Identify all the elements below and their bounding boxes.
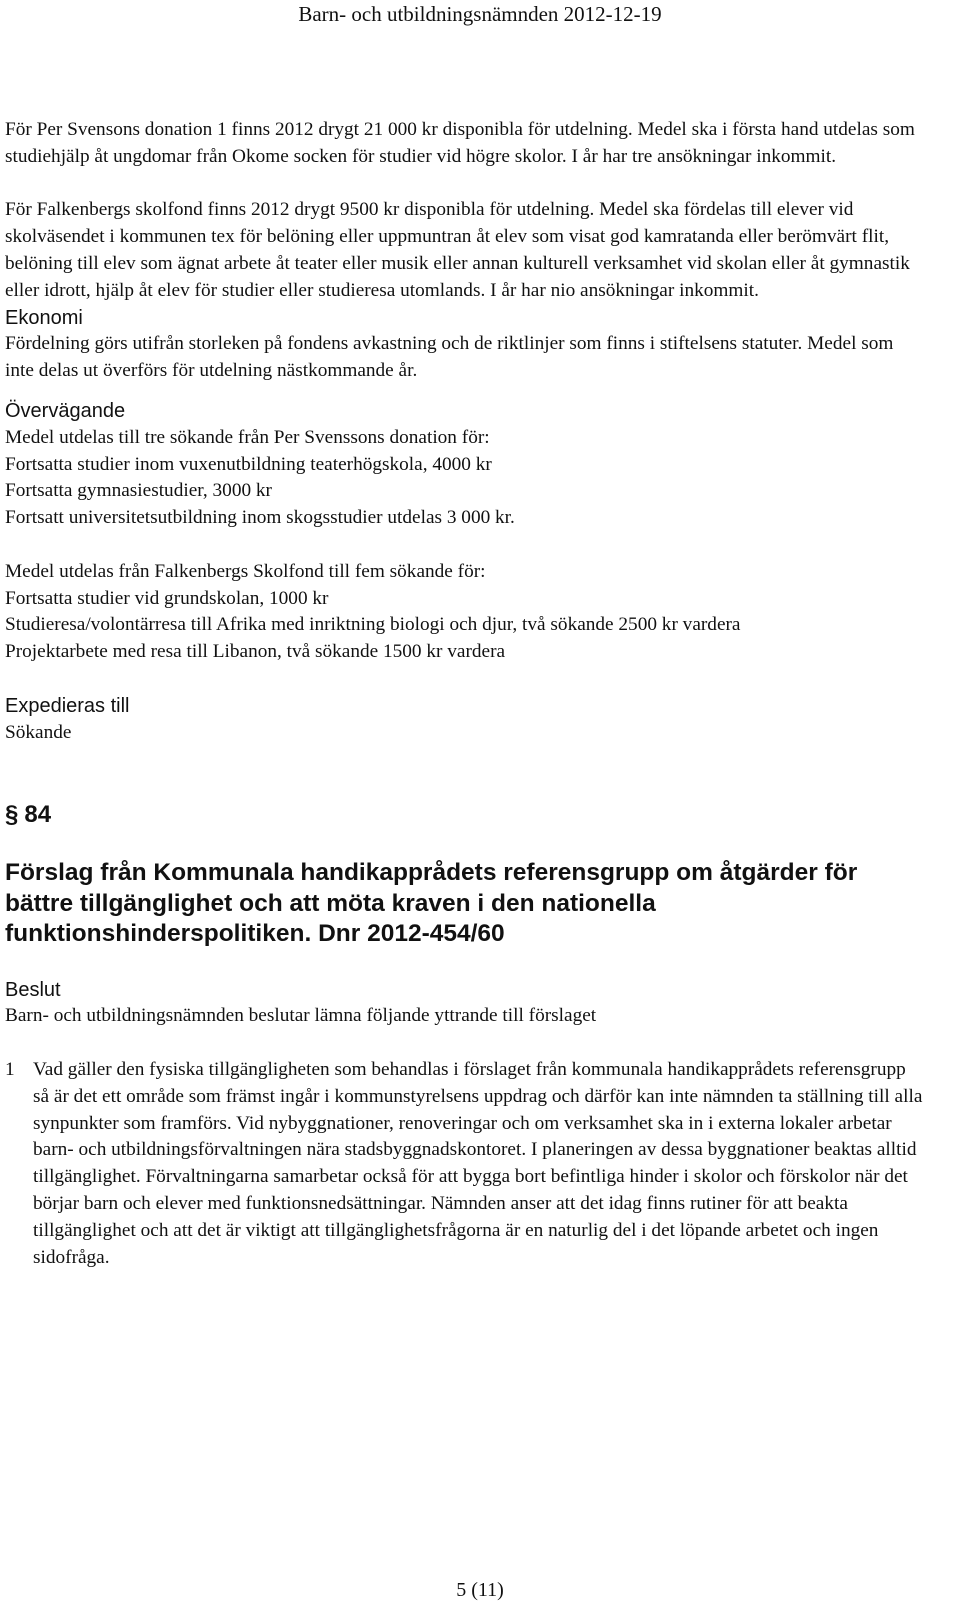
- section-number-value: 84: [24, 801, 52, 829]
- beslut-text: Barn- och utbildningsnämnden beslutar lämna följande yttrande till förslaget: [5, 1005, 597, 1027]
- skolfond-line: Fortsatta studier vid grundskolan, 1000 kr: [5, 587, 329, 609]
- overvagande-line: Medel utdelas till tre sökande från Per Svenssons donation för:: [5, 426, 490, 448]
- paragraph-symbol: §: [5, 801, 19, 829]
- item-text: Vad gäller den fysiska tillgängligheten som behandlas i förslaget från kommunala handikapprådets referensgrupp så är det ett område som främst ingår i kommunstyrelsens uppdrag och därför kan inte nämnden ta ställning till alla synpunkter som framförs. Vid nybyggnationer, renoveringar och om verksamhet ska in i externa lokaler arbetar barn- och utbildningsförvaltningen nära stadsbyggnadskontoret. I planeringen av dessa byggnationer beaktas alltid tillgänglighet. Förvaltningarna samarbetar också för att bygga bort befintliga hinder i skolor och förskolor när det börjar barn och elever med funktionsnedsättningar. Nämnden anser att det idag finns rutiner för att beakta tillgänglighet och att det är viktigt att tillgänglighetsfrågorna är en naturlig del i det löpande arbetet och ingen sidofråga.: [33, 1059, 923, 1268]
- heading-beslut: Beslut: [5, 978, 61, 1001]
- section-number: [5, 800, 925, 830]
- section-title: Förslag från Kommunala handikapprådets referensgrupp om åtgärder för bättre tillgänglighet och att möta kraven i den nationella funktionshinderspolitiken. Dnr 2012-454/60: [5, 859, 858, 948]
- item-number: 1: [5, 1059, 15, 1081]
- overvagande-line: Fortsatta gymnasiestudier, 3000 kr: [5, 480, 272, 502]
- heading-overvagande: Övervägande: [5, 399, 126, 422]
- overvagande-line: Fortsatt universitetsutbildning inom skogsstudier utdelas 3 000 kr.: [5, 507, 515, 529]
- skolfond-line: Projektarbete med resa till Libanon, två sökande 1500 kr vardera: [5, 641, 506, 663]
- page-number: 5 (11): [456, 1579, 504, 1601]
- overvagande-line: Fortsatta studier inom vuxenutbildning teaterhögskola, 4000 kr: [5, 453, 492, 475]
- numbered-item-1: [5, 1057, 925, 1271]
- skolfond-line: Studieresa/volontärresa till Afrika med inriktning biologi och djur, två sökande 2500 kr vardera: [5, 614, 741, 636]
- page-header: Barn- och utbildningsnämnden 2012-12-19: [298, 2, 662, 26]
- heading-ekonomi: Ekonomi: [5, 306, 83, 329]
- skolfond-line: Medel utdelas från Falkenbergs Skolfond till fem sökande för:: [5, 560, 486, 582]
- paragraph-per-svensson: För Per Svensons donation 1 finns 2012 drygt 21 000 kr disponibla för utdelning. Medel ska i första hand utdelas som studiehjälp åt ungdomar från Okome socken för studier vid högre skolor. I år har tre ansökningar inkommit.: [5, 119, 915, 167]
- expedieras-text: Sökande: [5, 721, 72, 743]
- heading-expedieras-till: Expedieras till: [5, 694, 130, 717]
- paragraph-falkenbergs-skolfond: För Falkenbergs skolfond finns 2012 drygt 9500 kr disponibla för utdelning. Medel ska fördelas till elever vid skolväsendet i kommunen tex för belöning eller uppmuntran åt elev som visat god kamratanda eller berömvärt flit, belöning till elev som ägnat arbete åt teater eller musik eller annan kulturell verksamhet vid skolan eller åt gymnastik eller idrott, hjälp åt elev för studier eller studieresa utomlands. I år har nio ansökningar inkommit.: [5, 199, 910, 301]
- document-body: [5, 117, 925, 1271]
- paragraph-ekonomi: Fördelning görs utifrån storleken på fondens avkastning och de riktlinjer som finns i stiftelsens statuter. Medel som inte delas ut överförs för utdelning nästkommande år.: [5, 333, 894, 382]
